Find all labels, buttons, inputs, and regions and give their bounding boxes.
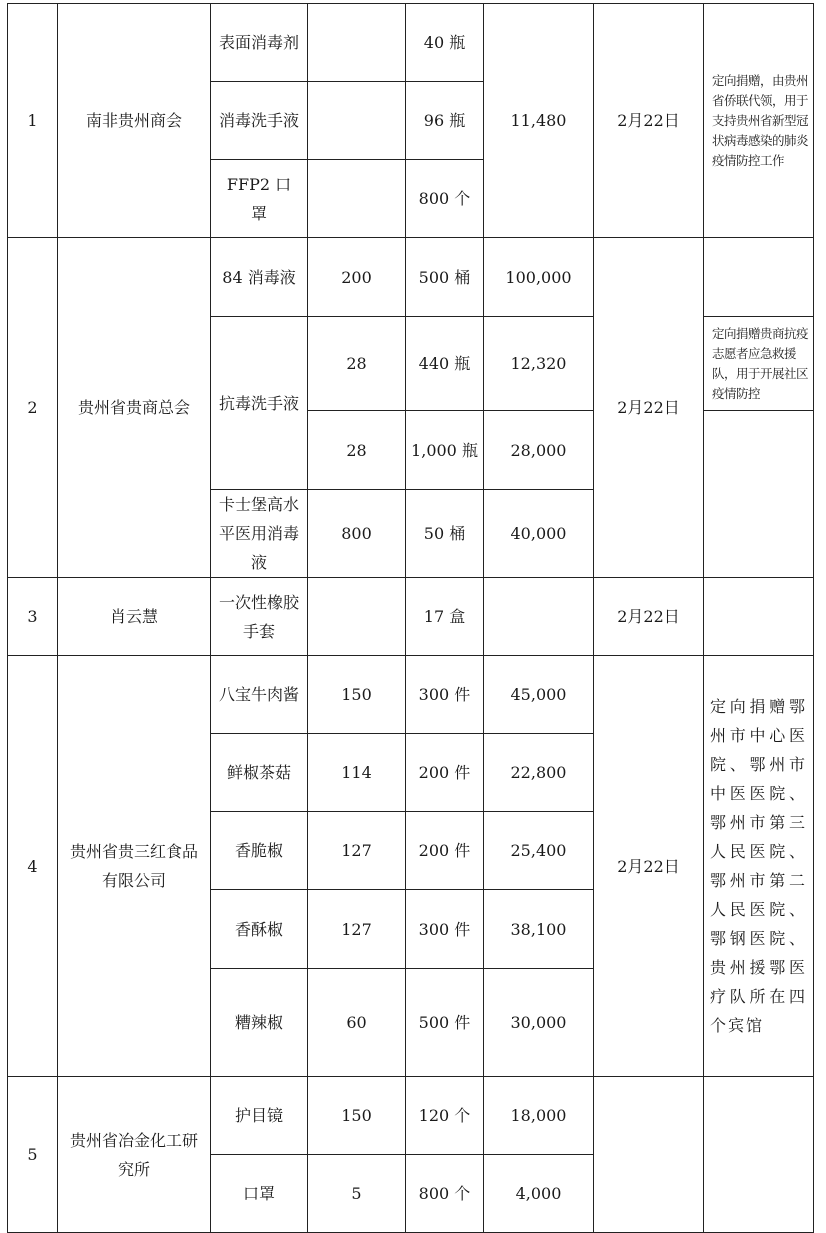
row-2-item-4-amount: 40,000 <box>484 490 594 578</box>
row-2-item-1-qty: 500 桶 <box>406 238 484 317</box>
row-1-date: 2月22日 <box>594 4 704 238</box>
row-2-item-4-price: 800 <box>308 490 406 578</box>
row-4-donor: 贵州省贵三红食品有限公司 <box>58 656 211 1077</box>
row-1-item-2-name: 消毒洗手液 <box>211 82 308 160</box>
row-2-item-3-qty: 1,000 瓶 <box>406 411 484 490</box>
row-4-item-3-price: 127 <box>308 812 406 890</box>
row-2-item-2-name: 抗毒洗手液 <box>211 317 308 490</box>
row-3-donor: 肖云慧 <box>58 578 211 656</box>
row-4-item-4-qty: 300 件 <box>406 890 484 969</box>
row-3-item-1-name: 一次性橡胶手套 <box>211 578 308 656</box>
row-4-item-1-amount: 45,000 <box>484 656 594 734</box>
row-3-date: 2月22日 <box>594 578 704 656</box>
row-5-donor: 贵州省冶金化工研究所 <box>58 1077 211 1233</box>
row-5-item-1-price: 150 <box>308 1077 406 1155</box>
row-2-item-2-amount: 12,320 <box>484 317 594 411</box>
row-1-note: 定向捐赠，由贵州省侨联代领，用于支持贵州省新型冠状病毒感染的肺炎疫情防控工作 <box>704 4 814 238</box>
row-5-item-2-amount: 4,000 <box>484 1155 594 1233</box>
row-4-item-2-qty: 200 件 <box>406 734 484 812</box>
row-4-item-3-amount: 25,400 <box>484 812 594 890</box>
row-4-item-5-amount: 30,000 <box>484 969 594 1077</box>
row-1-amount: 11,480 <box>484 4 594 238</box>
row-2-item-4-qty: 50 桶 <box>406 490 484 578</box>
row-2-item-3-price: 28 <box>308 411 406 490</box>
row-3-amount <box>484 578 594 656</box>
row-4-number: 4 <box>8 656 58 1077</box>
row-2-item-2-qty: 440 瓶 <box>406 317 484 411</box>
donation-table <box>7 3 814 1233</box>
row-4-item-4-price: 127 <box>308 890 406 969</box>
row-4-item-4-name: 香酥椒 <box>211 890 308 969</box>
row-4-item-2-price: 114 <box>308 734 406 812</box>
row-4-item-5-qty: 500 件 <box>406 969 484 1077</box>
row-2-note-lower <box>704 411 814 578</box>
row-5-note <box>704 1077 814 1233</box>
row-2-item-1-price: 200 <box>308 238 406 317</box>
row-1-item-3-price <box>308 160 406 238</box>
row-3-item-1-price <box>308 578 406 656</box>
row-1-item-3-name: FFP2 口罩 <box>211 160 308 238</box>
row-4-item-5-price: 60 <box>308 969 406 1077</box>
row-5-item-1-qty: 120 个 <box>406 1077 484 1155</box>
row-1-item-1-name: 表面消毒剂 <box>211 4 308 82</box>
row-2-note: 定向捐赠贵商抗疫志愿者应急救援队，用于开展社区疫情防控 <box>704 317 814 411</box>
row-2-date: 2月22日 <box>594 238 704 578</box>
row-1-item-2-qty: 96 瓶 <box>406 82 484 160</box>
row-2-item-2-price: 28 <box>308 317 406 411</box>
row-5-item-2-name: 口罩 <box>211 1155 308 1233</box>
row-5-item-1-amount: 18,000 <box>484 1077 594 1155</box>
row-3-number: 3 <box>8 578 58 656</box>
row-1-item-2-price <box>308 82 406 160</box>
row-4-item-3-qty: 200 件 <box>406 812 484 890</box>
row-3-note <box>704 578 814 656</box>
row-1-item-1-price <box>308 4 406 82</box>
row-4-item-1-price: 150 <box>308 656 406 734</box>
row-5-date <box>594 1077 704 1233</box>
row-2-item-3-amount: 28,000 <box>484 411 594 490</box>
row-5-item-1-name: 护目镜 <box>211 1077 308 1155</box>
row-5-item-2-price: 5 <box>308 1155 406 1233</box>
row-4-item-5-name: 糟辣椒 <box>211 969 308 1077</box>
row-5-item-2-qty: 800 个 <box>406 1155 484 1233</box>
row-4-item-1-qty: 300 件 <box>406 656 484 734</box>
row-4-date: 2月22日 <box>594 656 704 1077</box>
row-4-item-1-name: 八宝牛肉酱 <box>211 656 308 734</box>
row-2-item-1-name: 84 消毒液 <box>211 238 308 317</box>
row-5-number: 5 <box>8 1077 58 1233</box>
row-2-item-4-name: 卡士堡高水平医用消毒液 <box>211 490 308 578</box>
row-4-item-2-name: 鲜椒茶菇 <box>211 734 308 812</box>
row-1-item-1-qty: 40 瓶 <box>406 4 484 82</box>
row-1-item-3-qty: 800 个 <box>406 160 484 238</box>
row-3-item-1-qty: 17 盒 <box>406 578 484 656</box>
row-4-item-3-name: 香脆椒 <box>211 812 308 890</box>
row-1-donor: 南非贵州商会 <box>58 4 211 238</box>
row-4-item-2-amount: 22,800 <box>484 734 594 812</box>
row-4-item-4-amount: 38,100 <box>484 890 594 969</box>
row-2-number: 2 <box>8 238 58 578</box>
row-2-note-empty <box>704 238 814 317</box>
row-2-item-1-amount: 100,000 <box>484 238 594 317</box>
row-4-note: 定向捐赠鄂州市中心医院、鄂州市中医医院、鄂州市第三人民医院、鄂州市第二人民医院、鄂钢医院、贵州援鄂医疗队所在四个宾馆 <box>704 656 814 1077</box>
row-2-donor: 贵州省贵商总会 <box>58 238 211 578</box>
row-1-number: 1 <box>8 4 58 238</box>
